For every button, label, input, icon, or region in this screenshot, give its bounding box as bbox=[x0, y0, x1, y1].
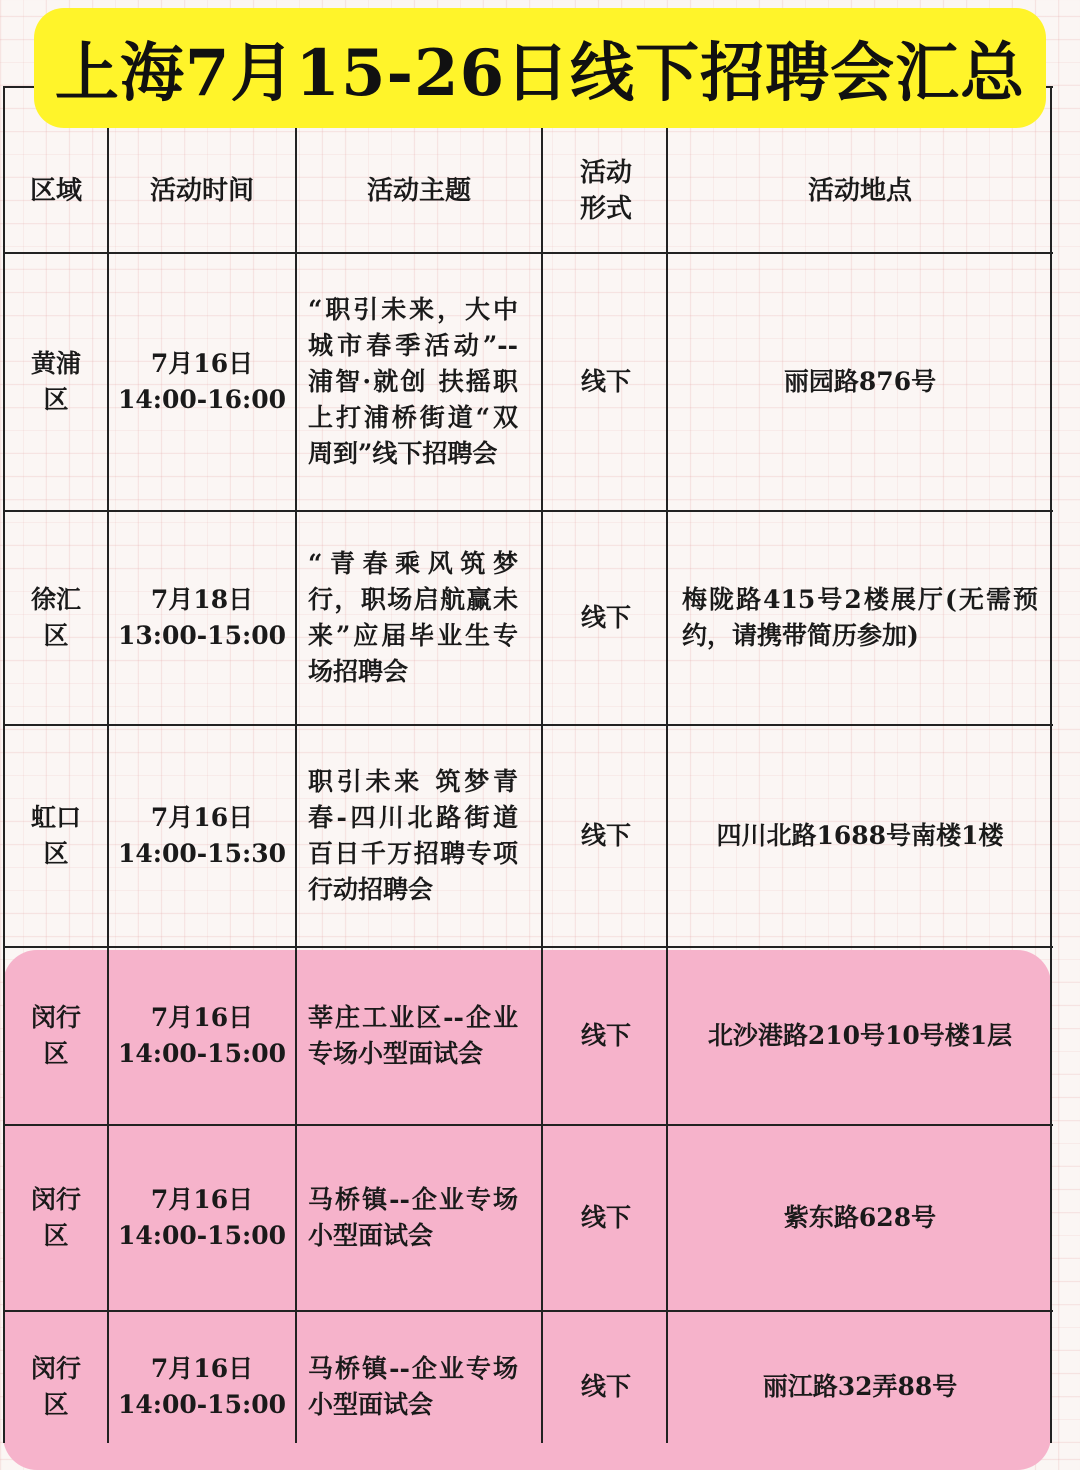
row-theme: 马桥镇--企业专场小型面试会 bbox=[308, 1185, 518, 1250]
row-location: 丽江路32弄88号 bbox=[762, 1372, 958, 1401]
row-form: 线下 bbox=[580, 367, 631, 396]
row-form: 线下 bbox=[580, 821, 631, 850]
row-location: 北沙港路210号10号楼1层 bbox=[707, 1021, 1013, 1050]
row-location: 四川北路1688号南楼1楼 bbox=[716, 821, 1004, 850]
page-title: 上海7月15-26日线下招聘会汇总 bbox=[54, 36, 1026, 111]
row-theme: 职引未来 筑梦青春-四川北路街道百日千万招聘专项行动招聘会 bbox=[308, 767, 518, 904]
row-time: 7月16日 14:00-15:00 bbox=[118, 1185, 286, 1250]
row-location: 梅陇路415号2楼展厅(无需预约，请携带简历参加) bbox=[682, 585, 1038, 650]
header-form: 活动 形式 bbox=[579, 158, 632, 224]
row-region: 闵行 区 bbox=[30, 1003, 81, 1068]
header-location: 活动地点 bbox=[807, 176, 912, 206]
row-form: 线下 bbox=[580, 1372, 631, 1401]
header-region: 区域 bbox=[29, 176, 82, 206]
row-theme: 莘庄工业区--企业专场小型面试会 bbox=[308, 1003, 518, 1068]
header-theme: 活动主题 bbox=[366, 176, 471, 206]
row-form: 线下 bbox=[580, 1203, 631, 1232]
title-banner bbox=[34, 8, 1046, 128]
row-form: 线下 bbox=[580, 603, 631, 632]
row-theme: “青春乘风筑梦行，职场启航赢未来”应届毕业生专场招聘会 bbox=[308, 549, 518, 686]
row-time: 7月18日 13:00-15:00 bbox=[118, 585, 286, 650]
row-location: 丽园路876号 bbox=[783, 367, 937, 396]
row-region: 闵行 区 bbox=[30, 1354, 81, 1419]
row-time: 7月16日 14:00-15:00 bbox=[118, 1354, 286, 1419]
row-time: 7月16日 14:00-15:00 bbox=[118, 1003, 286, 1068]
row-region: 闵行 区 bbox=[30, 1185, 81, 1250]
row-region: 黄浦 区 bbox=[30, 349, 81, 414]
row-time: 7月16日 14:00-15:30 bbox=[118, 803, 286, 868]
row-theme: “职引未来，大中城市春季活动”--浦智·就创 扶摇职上打浦桥街道“双周到”线下招聘会 bbox=[308, 295, 518, 468]
header-time: 活动时间 bbox=[149, 176, 254, 206]
row-location: 紫东路628号 bbox=[783, 1203, 937, 1232]
row-theme: 马桥镇--企业专场小型面试会 bbox=[308, 1354, 518, 1419]
row-region: 徐汇 区 bbox=[30, 585, 81, 650]
row-region: 虹口 区 bbox=[30, 803, 81, 868]
row-time: 7月16日 14:00-16:00 bbox=[118, 349, 286, 414]
row-form: 线下 bbox=[580, 1021, 631, 1050]
